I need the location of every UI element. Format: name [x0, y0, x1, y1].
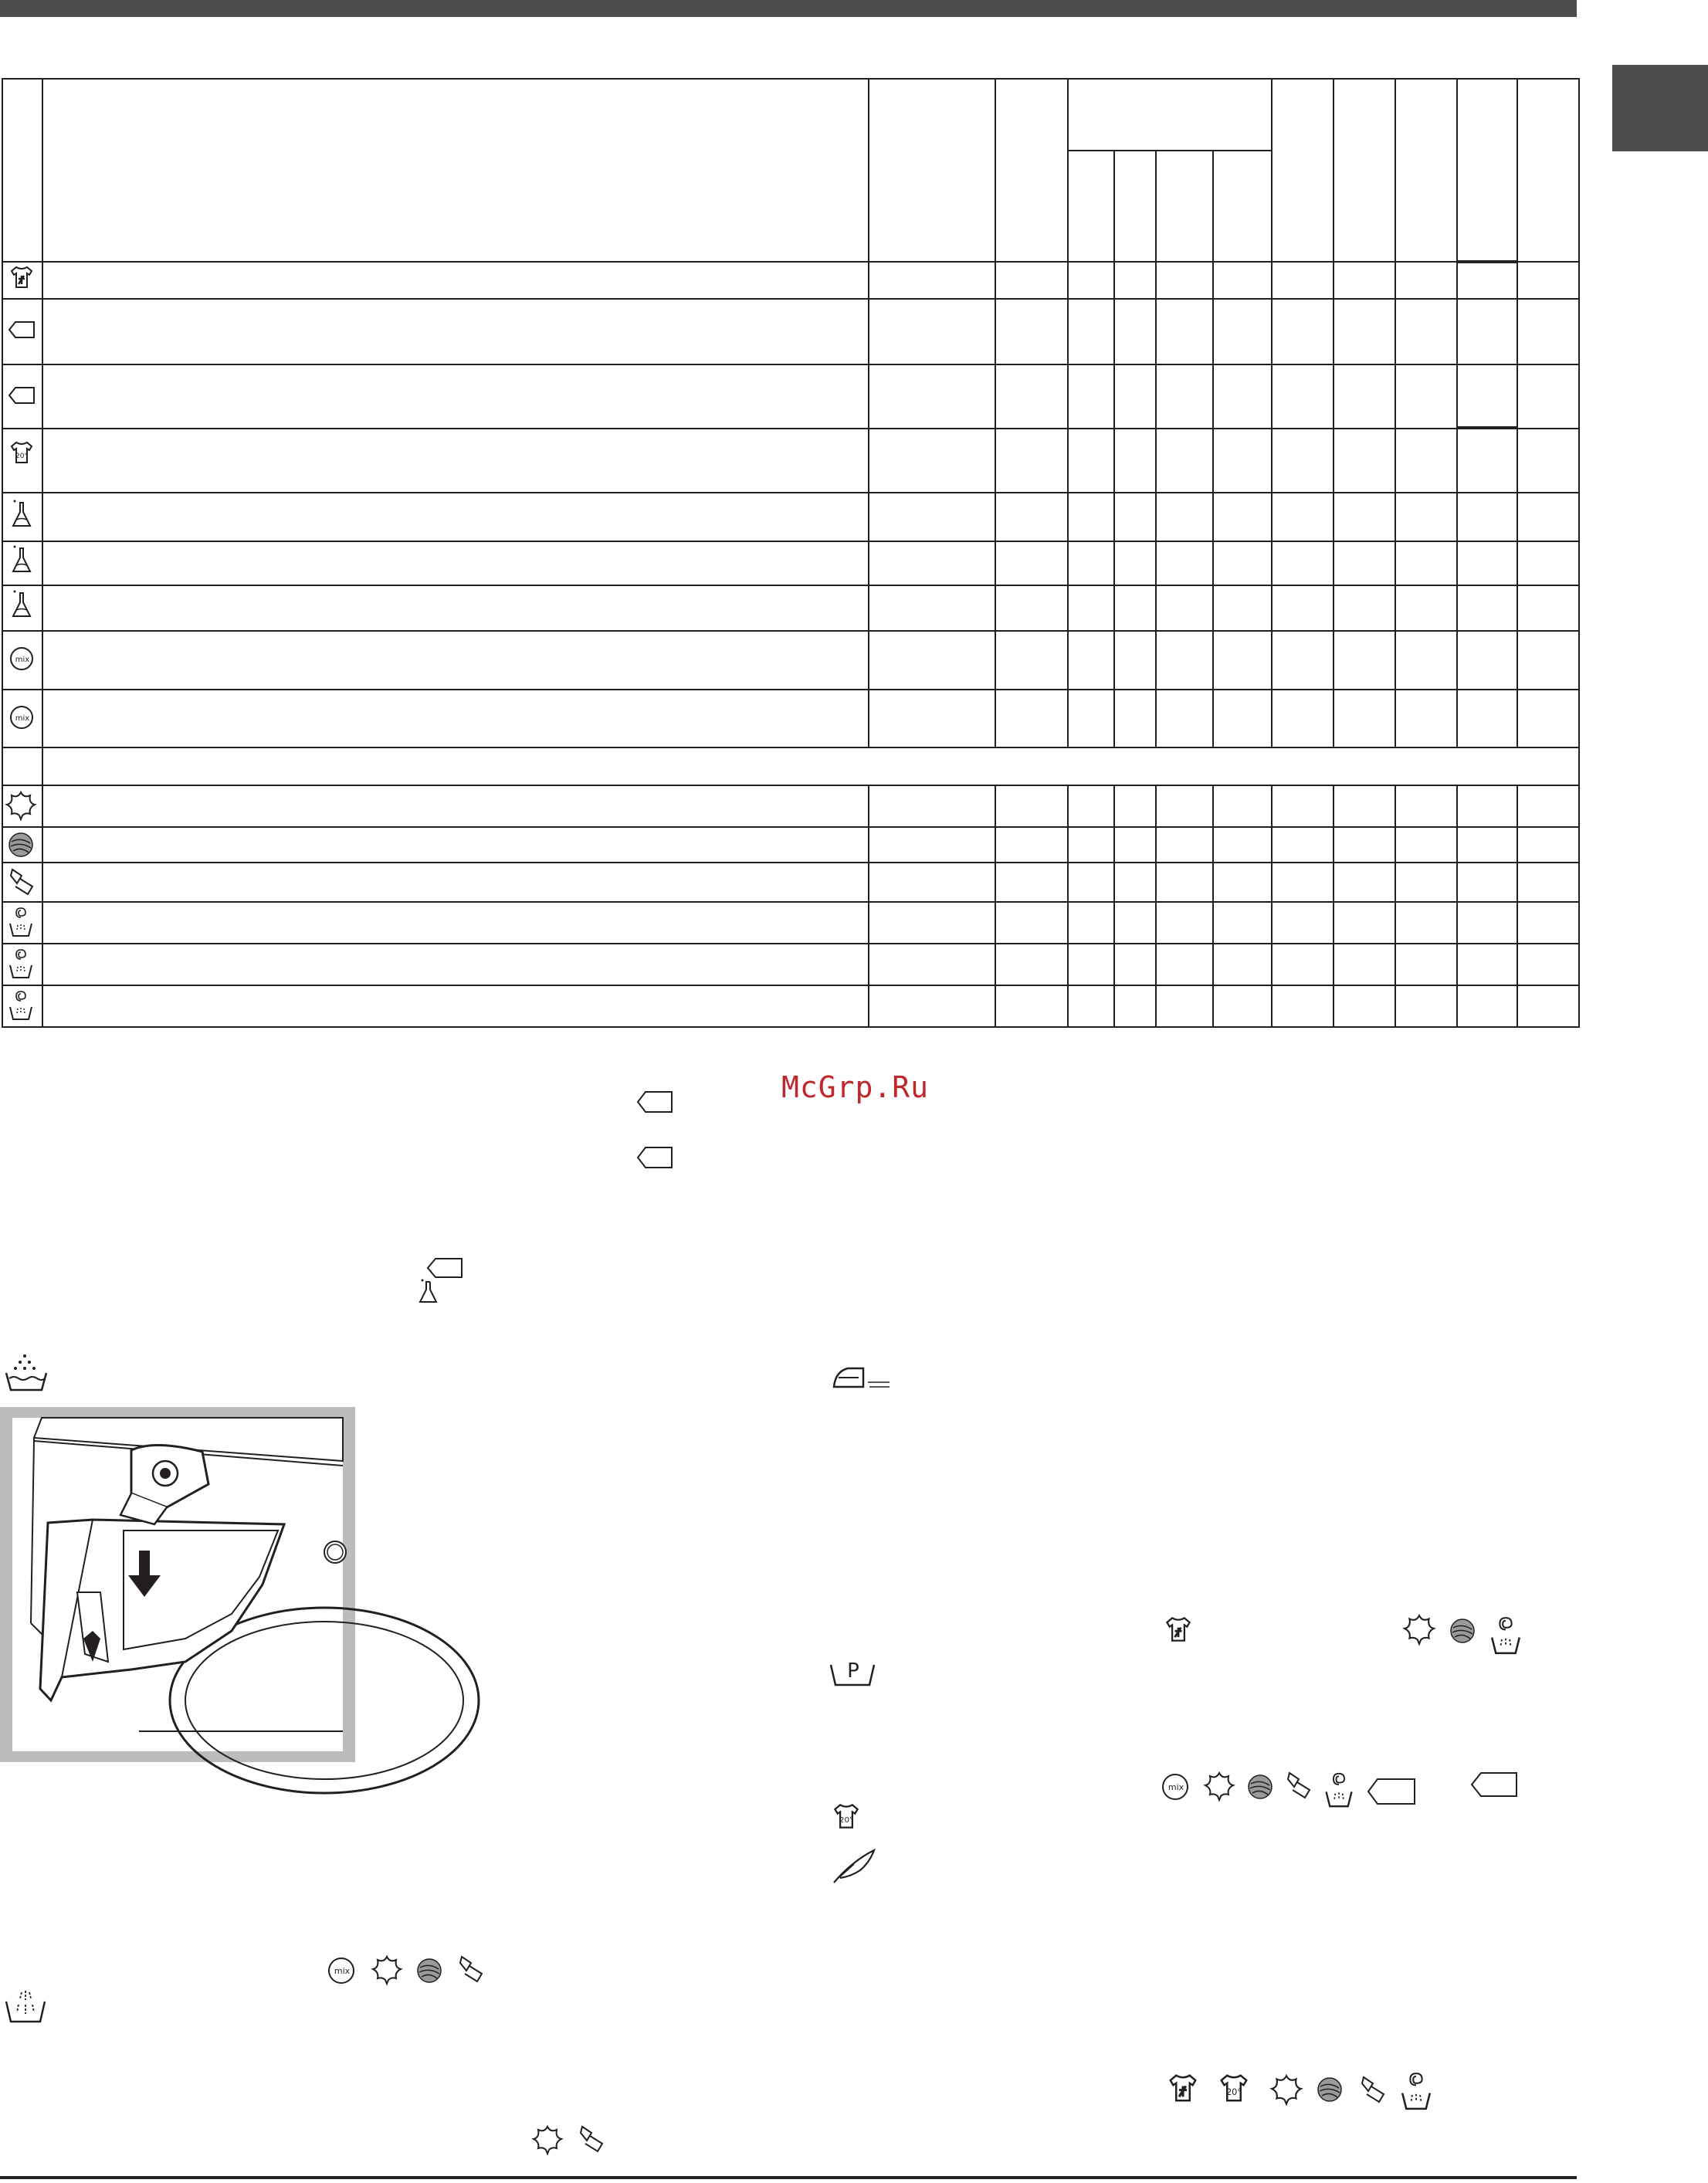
- label-tag-icon: [636, 1146, 673, 1169]
- spiral-tub-icon: [8, 988, 34, 1022]
- mix-icon: [8, 703, 36, 731]
- delicates-icon: [1357, 2074, 1387, 2105]
- delicates-icon: [456, 1954, 485, 1985]
- mix-icon: [8, 645, 36, 673]
- shirt-20-icon: [832, 1802, 860, 1830]
- wool-ball-icon: [1246, 1773, 1274, 1801]
- cloud-leaf-icon: [1203, 1770, 1235, 1802]
- shirt-wash-icon: [9, 265, 34, 290]
- program-table: [0, 0, 1581, 1035]
- mix-icon: [1160, 1771, 1191, 1802]
- flask-icon: [11, 544, 32, 575]
- delicates-icon: [576, 2124, 605, 2154]
- spiral-tub-icon: [8, 947, 34, 981]
- mix-icon: [326, 1955, 357, 1986]
- svg-text:mix: mix: [15, 656, 30, 664]
- label-tag-icon: [8, 320, 36, 339]
- feather-icon: [831, 1847, 876, 1886]
- spiral-tub-icon: [8, 905, 34, 939]
- cloud-leaf-icon: [1402, 1612, 1436, 1646]
- language-tab[interactable]: [1612, 65, 1708, 151]
- spiral-tub-icon: [1399, 2069, 1433, 2113]
- label-tag-icon: [8, 386, 36, 405]
- delicates-icon: [6, 866, 36, 897]
- svg-text:mix: mix: [15, 714, 30, 723]
- bottom-rule: [0, 2176, 1577, 2179]
- label-tag-icon: [636, 1090, 673, 1114]
- wool-ball-icon: [415, 1957, 443, 1985]
- label-tag-icon: [1367, 1778, 1416, 1805]
- wool-ball-icon: [1449, 1617, 1476, 1645]
- svg-text:20°: 20°: [839, 1815, 853, 1825]
- flask-icon: [11, 498, 32, 529]
- svg-text:20°: 20°: [15, 453, 28, 460]
- detergent-dispenser-drawer: [0, 1407, 355, 1762]
- flask-icon: [11, 588, 32, 619]
- label-flask-icon: [417, 1257, 465, 1305]
- soak-tub-icon: [5, 1353, 49, 1393]
- drain-tub-icon: [5, 1989, 48, 2026]
- cloud-leaf-icon: [531, 2124, 564, 2156]
- prewash-tub-icon: [829, 1654, 880, 1690]
- label-tag-icon: [1470, 1771, 1518, 1798]
- shirt-20-icon: [1218, 2073, 1249, 2103]
- svg-text:20°: 20°: [1226, 2086, 1242, 2097]
- shirt-wash-icon: [1164, 1615, 1192, 1643]
- spiral-tub-icon: [1489, 1614, 1523, 1657]
- spiral-tub-icon: [1323, 1770, 1354, 1810]
- wool-ball-icon: [7, 831, 35, 859]
- cloud-leaf-icon: [5, 789, 37, 822]
- shirt-wash-icon: [1167, 2073, 1198, 2103]
- svg-text:mix: mix: [1167, 1782, 1184, 1792]
- svg-text:P: P: [847, 1659, 859, 1683]
- svg-text:mix: mix: [334, 1966, 351, 1976]
- iron-steam-icon: [831, 1362, 893, 1393]
- shirt-20-icon: [9, 440, 34, 465]
- delicates-icon: [1283, 1770, 1313, 1801]
- cloud-leaf-icon: [1269, 2073, 1303, 2107]
- watermark: McGrp.Ru: [781, 1070, 930, 1104]
- cloud-leaf-icon: [371, 1954, 403, 1986]
- wool-ball-icon: [1316, 2076, 1344, 2103]
